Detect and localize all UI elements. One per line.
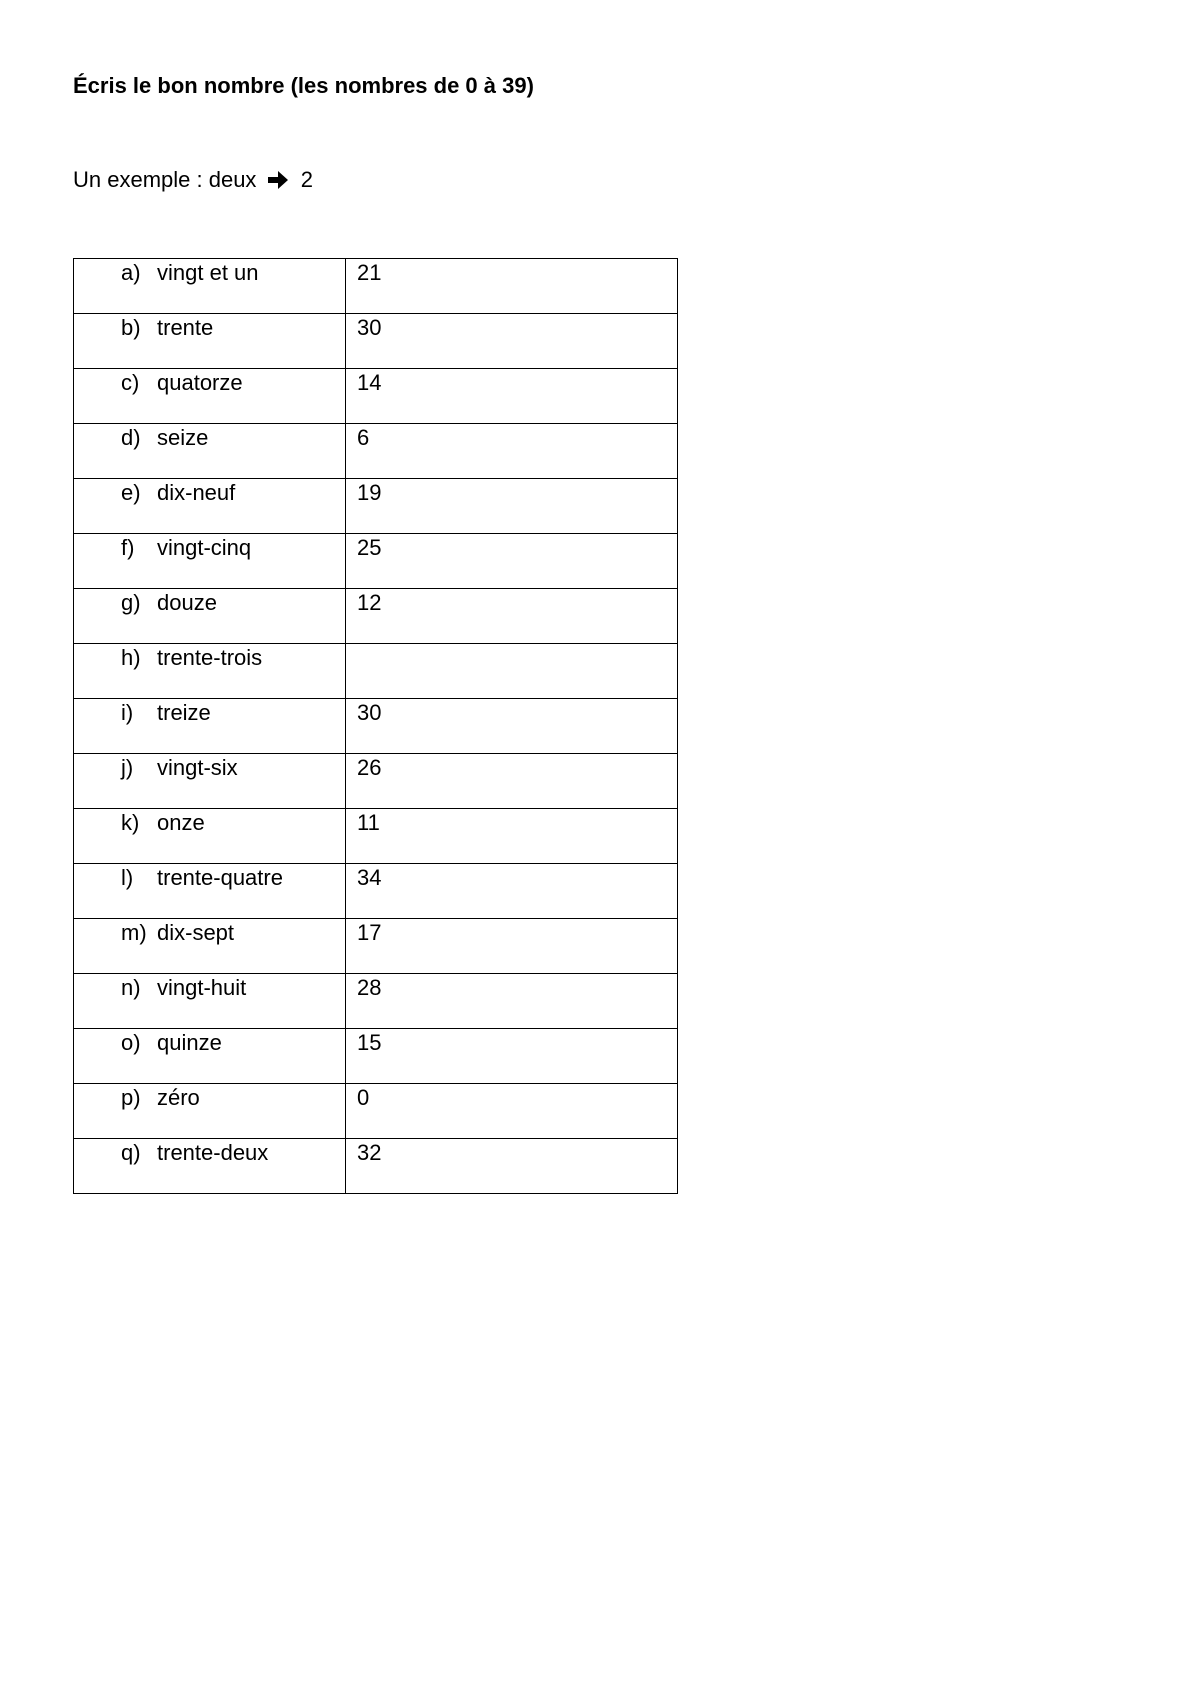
table-row bbox=[74, 1029, 678, 1084]
answer-value: 15 bbox=[357, 1030, 382, 1055]
answer-value: 26 bbox=[357, 755, 382, 780]
number-word: onze bbox=[157, 810, 205, 835]
word-cell bbox=[74, 864, 346, 919]
answer-value: 12 bbox=[357, 590, 382, 615]
number-word: trente-trois bbox=[157, 645, 263, 670]
table-row bbox=[74, 589, 678, 644]
word-cell bbox=[74, 644, 346, 699]
answer-cell[interactable] bbox=[346, 534, 678, 589]
table-row bbox=[74, 699, 678, 754]
word-cell bbox=[74, 699, 346, 754]
answer-cell[interactable] bbox=[346, 754, 678, 809]
item-letter: l) bbox=[121, 865, 134, 890]
item-letter: d) bbox=[121, 425, 141, 450]
word-cell bbox=[74, 424, 346, 479]
table-row bbox=[74, 864, 678, 919]
answer-cell[interactable] bbox=[346, 424, 678, 479]
answer-cell[interactable] bbox=[346, 644, 678, 699]
answer-cell[interactable] bbox=[346, 1029, 678, 1084]
answer-value: 19 bbox=[357, 480, 382, 505]
answer-table-body bbox=[74, 259, 678, 1194]
answer-cell[interactable] bbox=[346, 479, 678, 534]
number-word: vingt-huit bbox=[157, 975, 247, 1000]
answer-cell[interactable] bbox=[346, 1084, 678, 1139]
item-letter: f) bbox=[121, 535, 135, 560]
item-letter: e) bbox=[121, 480, 141, 505]
item-letter: a) bbox=[121, 260, 141, 285]
table-row bbox=[74, 644, 678, 699]
number-word: vingt-cinq bbox=[157, 535, 252, 560]
table-row bbox=[74, 314, 678, 369]
number-word: douze bbox=[157, 590, 217, 615]
table-row bbox=[74, 1084, 678, 1139]
number-word: seize bbox=[157, 425, 209, 450]
word-cell bbox=[74, 259, 346, 314]
number-word: vingt-six bbox=[157, 755, 238, 780]
answer-cell[interactable] bbox=[346, 589, 678, 644]
word-cell bbox=[74, 809, 346, 864]
example-line bbox=[73, 166, 313, 197]
table-row bbox=[74, 1139, 678, 1194]
number-word: treize bbox=[157, 700, 211, 725]
number-word: dix-sept bbox=[157, 920, 235, 945]
item-letter: c) bbox=[121, 370, 140, 395]
table-row bbox=[74, 534, 678, 589]
page-title: Écris le bon nombre (les nombres de 0 à 39) bbox=[73, 73, 534, 98]
word-cell bbox=[74, 479, 346, 534]
item-letter: m) bbox=[121, 920, 147, 945]
right-arrow-icon bbox=[267, 169, 289, 197]
answer-value: 17 bbox=[357, 920, 382, 945]
item-letter: o) bbox=[121, 1030, 141, 1055]
word-cell bbox=[74, 974, 346, 1029]
number-word: trente-quatre bbox=[157, 865, 283, 890]
example-text: Un exemple : deux bbox=[73, 167, 257, 192]
word-cell bbox=[74, 1139, 346, 1194]
table-row bbox=[74, 919, 678, 974]
table-row bbox=[74, 369, 678, 424]
table-row bbox=[74, 424, 678, 479]
answer-cell[interactable] bbox=[346, 314, 678, 369]
word-cell bbox=[74, 754, 346, 809]
answer-value: 6 bbox=[357, 425, 370, 450]
answer-cell[interactable] bbox=[346, 809, 678, 864]
answer-table bbox=[73, 258, 678, 1194]
answer-value: 25 bbox=[357, 535, 382, 560]
item-letter: b) bbox=[121, 315, 141, 340]
table-row bbox=[74, 754, 678, 809]
number-word: zéro bbox=[157, 1085, 200, 1110]
item-letter: k) bbox=[121, 810, 140, 835]
word-cell bbox=[74, 1084, 346, 1139]
answer-cell[interactable] bbox=[346, 919, 678, 974]
number-word: quatorze bbox=[157, 370, 243, 395]
answer-value: 0 bbox=[357, 1085, 370, 1110]
table-row bbox=[74, 479, 678, 534]
item-letter: n) bbox=[121, 975, 141, 1000]
answer-value: 34 bbox=[357, 865, 382, 890]
word-cell bbox=[74, 589, 346, 644]
answer-cell[interactable] bbox=[346, 974, 678, 1029]
item-letter: p) bbox=[121, 1085, 141, 1110]
answer-value: 11 bbox=[357, 810, 380, 835]
answer-cell[interactable] bbox=[346, 864, 678, 919]
answer-cell[interactable] bbox=[346, 259, 678, 314]
table-row bbox=[74, 259, 678, 314]
word-cell bbox=[74, 919, 346, 974]
answer-value: 28 bbox=[357, 975, 382, 1000]
item-letter: i) bbox=[121, 700, 134, 725]
answer-value: 21 bbox=[357, 260, 382, 285]
word-cell bbox=[74, 314, 346, 369]
word-cell bbox=[74, 1029, 346, 1084]
word-cell bbox=[74, 534, 346, 589]
answer-value: 30 bbox=[357, 700, 382, 725]
number-word: quinze bbox=[157, 1030, 222, 1055]
table-row bbox=[74, 809, 678, 864]
answer-value: 30 bbox=[357, 315, 382, 340]
number-word: trente bbox=[157, 315, 214, 340]
table-row bbox=[74, 974, 678, 1029]
answer-cell[interactable] bbox=[346, 1139, 678, 1194]
number-word: vingt et un bbox=[157, 260, 259, 285]
number-word: trente-deux bbox=[157, 1140, 269, 1165]
answer-cell[interactable] bbox=[346, 369, 678, 424]
item-letter: q) bbox=[121, 1140, 141, 1165]
item-letter: j) bbox=[121, 755, 134, 780]
answer-cell[interactable] bbox=[346, 699, 678, 754]
word-cell bbox=[74, 369, 346, 424]
answer-value: 14 bbox=[357, 370, 382, 395]
answer-value: 32 bbox=[357, 1140, 382, 1165]
item-letter: h) bbox=[121, 645, 141, 670]
item-letter: g) bbox=[121, 590, 141, 615]
number-word: dix-neuf bbox=[157, 480, 236, 505]
example-answer: 2 bbox=[300, 167, 313, 192]
